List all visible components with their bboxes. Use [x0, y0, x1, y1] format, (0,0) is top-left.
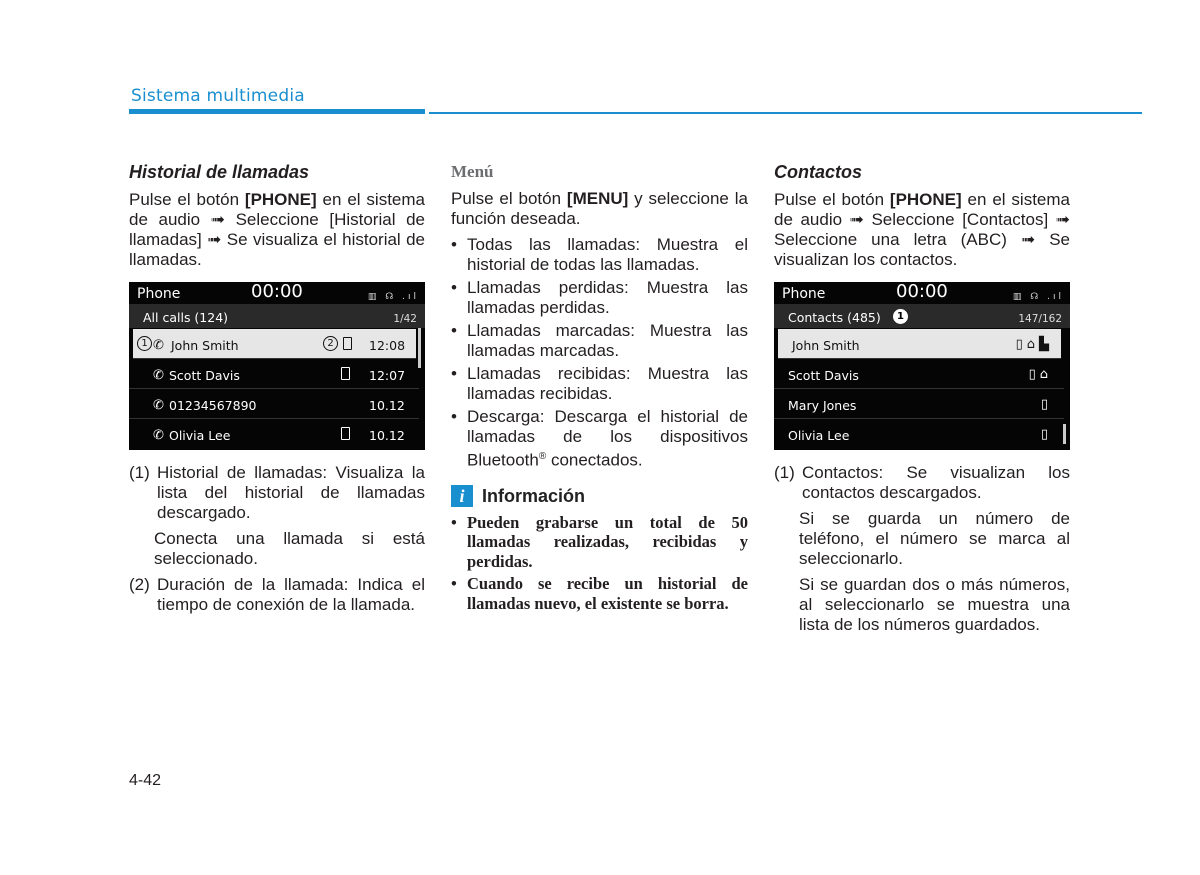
call-icon: ✆ [153, 398, 164, 413]
screen-clock: 00:00 [896, 282, 948, 302]
call-row[interactable] [133, 329, 416, 359]
caption-1-extra-1: Si se guarda un número de teléfono, el número se marca al seleccionarlo. [799, 509, 1070, 568]
list-item: • Todas las llamadas: Muestra el historial de todas las llamadas. [451, 235, 748, 275]
screen-status-bar [774, 282, 1070, 304]
status-icons: ▥ ☊ .ıl [367, 292, 419, 302]
column-contacts [774, 160, 1070, 635]
call-icon: ✆ [153, 428, 164, 443]
intro-text-rest: y seleccione la función deseada. [451, 189, 748, 228]
column-call-history [129, 160, 425, 615]
call-history-screen [129, 282, 425, 450]
list-item: • Cuando se recibe un historial de llamadas nuevo, el existente se borra. [451, 574, 748, 613]
list-item: • Pueden grabarse un total de 50 llamadas realizadas, recibidas y perdidas. [451, 513, 748, 572]
contacts-screen [774, 282, 1070, 450]
registered-mark: ® [538, 451, 547, 462]
screen-clock: 00:00 [251, 282, 303, 302]
mobile-phone-icon [341, 367, 350, 380]
status-icons: ▥ ☊ .ıl [1012, 292, 1064, 302]
caption-1-extra-2: Si se guardan dos o más números, al seleccionarlo se muestra una lista de los números guardados. [799, 575, 1070, 634]
info-heading [451, 485, 748, 507]
marker-1: 1 [137, 336, 152, 351]
menu-options-list [451, 235, 748, 471]
caption-1-extra: Conecta una llamada si está seleccionado. [154, 529, 425, 568]
phone-button-label: [PHONE] [889, 190, 962, 209]
page-number: 4-42 [129, 772, 162, 789]
intro-text: Pulse el botón [774, 190, 890, 209]
call-icon: ✆ [153, 338, 164, 353]
contact-name: Scott Davis [788, 368, 859, 383]
intro-text: Pulse el botón [451, 189, 567, 208]
contact-row[interactable] [774, 359, 1064, 389]
contact-row[interactable] [774, 419, 1064, 448]
contact-name: Olivia Lee [169, 428, 231, 443]
call-icon: ✆ [153, 368, 164, 383]
caption-text: Contactos: Se visualizan los contactos descargados. [802, 463, 1070, 502]
intro-text-rest: en el sistema de audio ➟ Seleccione [Contactos] ➟ Seleccione una letra (ABC) ➟ Se visualizan los contactos. [774, 190, 1070, 269]
list-item: • Llamadas marcadas: Muestra las llamadas marcadas. [451, 321, 748, 361]
scrollbar[interactable] [418, 328, 421, 368]
list-header-bar [129, 304, 425, 328]
caption-text: Duración de la llamada: Indica el tiempo de conexión de la llamada. [157, 575, 425, 614]
contacts-captions [774, 463, 1070, 635]
section-header: Sistema multimedia [131, 86, 305, 106]
mobile-phone-icon [343, 337, 352, 350]
contacts-count-label: Contacts (485) [788, 310, 881, 325]
list-item: • Llamadas perdidas: Muestra las llamadas perdidas. [451, 278, 748, 318]
header-rule-thick [129, 109, 425, 114]
intro-text: Pulse el botón [129, 190, 245, 209]
info-list [451, 513, 748, 614]
call-row[interactable] [129, 389, 419, 419]
menu-title: Menú [451, 162, 494, 181]
info-icon: i [451, 485, 473, 507]
call-duration: 10.12 [369, 428, 405, 443]
caption-number: (2) [129, 575, 150, 594]
screen-title: Phone [782, 286, 826, 302]
call-row[interactable] [129, 419, 419, 448]
download-text: Descarga: Descarga el historial de llamadas de los dispositivos Bluetooth [467, 407, 748, 470]
list-header-bar [774, 304, 1070, 328]
scrollbar[interactable] [1063, 424, 1066, 444]
call-duration: 12:07 [369, 368, 406, 383]
call-history-intro [129, 190, 425, 270]
marker-1: 1 [893, 309, 908, 324]
contacts-title: Contactos [774, 162, 863, 182]
menu-intro [451, 189, 748, 229]
call-duration: 12:08 [369, 338, 406, 353]
call-duration: 10.12 [369, 398, 405, 413]
list-item [451, 407, 748, 471]
column-menu [451, 160, 748, 616]
caption-text: Historial de llamadas: Visualiza la lista del historial de llamadas descargado. [157, 463, 425, 522]
caption-number: (1) [774, 463, 795, 482]
page-count: 1/42 [393, 313, 417, 325]
list-item: • Llamadas recibidas: Muestra las llamadas recibidas. [451, 364, 748, 404]
caption-1 [129, 463, 425, 523]
menu-button-label: [MENU] [566, 189, 629, 208]
page-count: 147/162 [1018, 313, 1062, 325]
contact-name: 01234567890 [169, 398, 257, 413]
call-row[interactable] [129, 359, 419, 389]
mobile-phone-icon: ▯ [1040, 397, 1052, 412]
screen-title: Phone [137, 286, 181, 302]
call-history-captions [129, 463, 425, 615]
contact-row[interactable] [778, 329, 1061, 359]
phone-button-label: [PHONE] [244, 190, 317, 209]
contact-name: John Smith [792, 338, 860, 353]
intro-text-rest: en el sistema de audio ➟ Seleccione [Historial de llamadas] ➟ Se visualiza el historial de llamadas. [129, 190, 425, 269]
phone-home-icons: ▯⌂ [1028, 367, 1052, 382]
contact-name: Mary Jones [788, 398, 857, 413]
mobile-phone-icon [341, 427, 350, 440]
caption-1 [774, 463, 1070, 503]
all-calls-label: All calls (124) [143, 310, 229, 325]
contact-name: Scott Davis [169, 368, 240, 383]
header-rule-thin [429, 112, 1142, 114]
download-text-rest: conectados. [546, 450, 643, 470]
caption-2 [129, 575, 425, 615]
call-history-title: Historial de llamadas [129, 162, 310, 182]
marker-2: 2 [323, 336, 338, 351]
screen-status-bar [129, 282, 425, 304]
info-title: Información [482, 485, 586, 506]
contact-row[interactable] [774, 389, 1064, 419]
contact-name: Olivia Lee [788, 428, 850, 443]
caption-number: (1) [129, 463, 150, 482]
phone-home-office-icons: ▯⌂▙ [1015, 337, 1053, 352]
contact-name: John Smith [171, 338, 239, 353]
contacts-intro [774, 190, 1070, 270]
mobile-phone-icon: ▯ [1040, 427, 1052, 442]
